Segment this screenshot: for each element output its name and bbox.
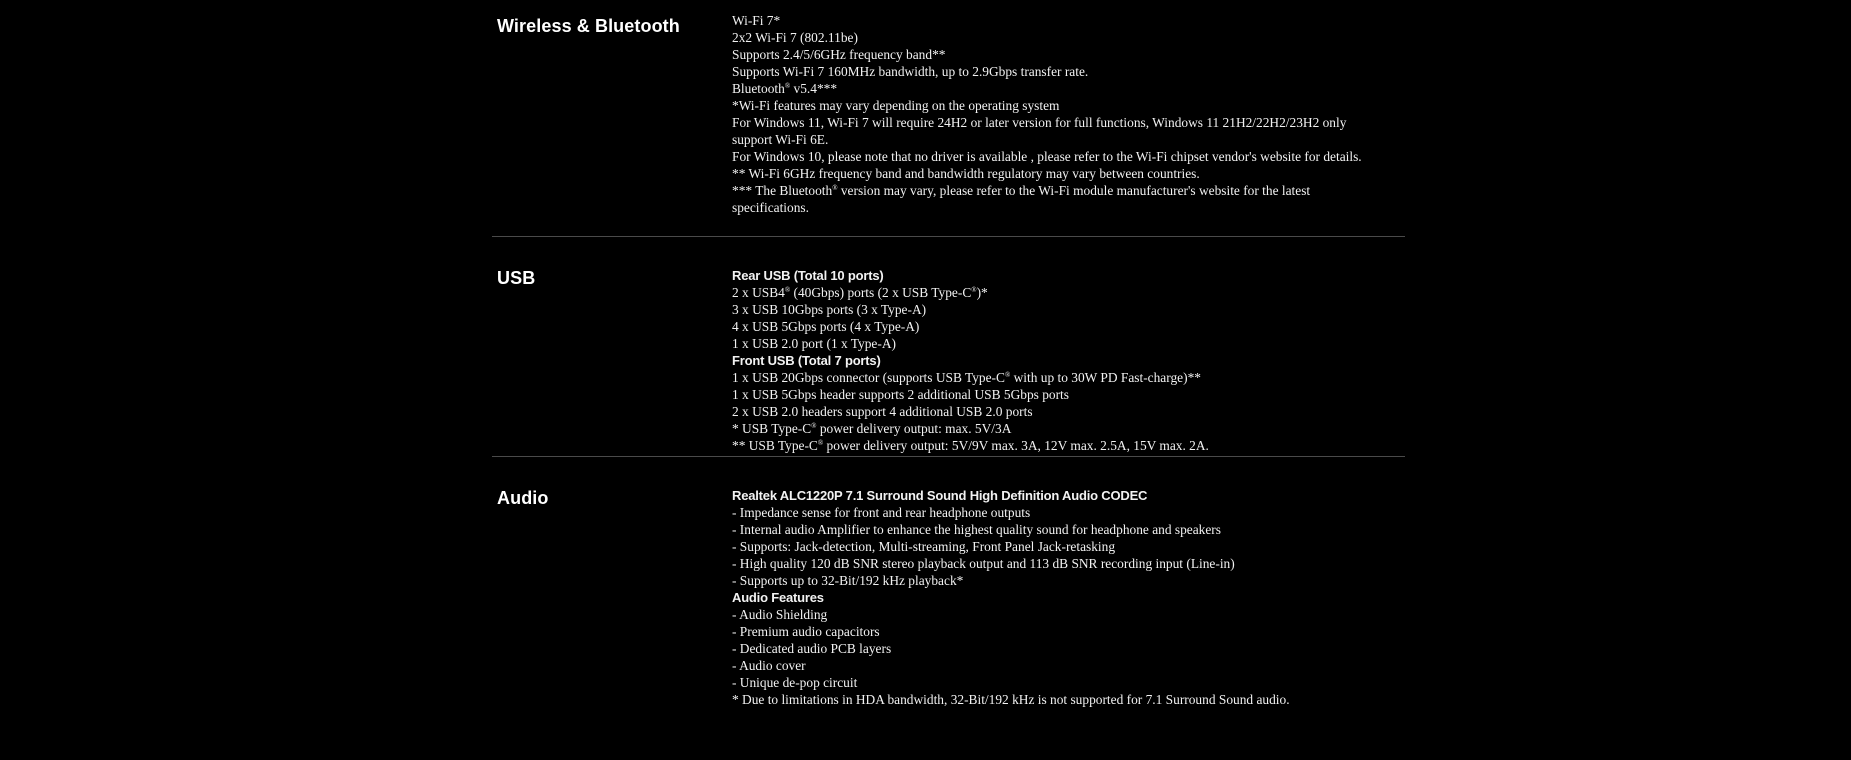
spec-line: Bluetooth® v5.4*** <box>732 81 838 96</box>
spec-line: - Premium audio capacitors <box>732 624 880 639</box>
spec-line: 2x2 Wi-Fi 7 (802.11be) <box>732 30 858 45</box>
spec-line: 1 x USB 2.0 port (1 x Type-A) <box>732 336 896 351</box>
spec-row-usb <box>492 237 1405 456</box>
spec-line: - Supports: Jack-detection, Multi-streaming, Front Panel Jack-retasking <box>732 539 1116 554</box>
spec-line: - Supports up to 32-Bit/192 kHz playback* <box>732 573 964 588</box>
spec-subheading: Realtek ALC1220P 7.1 Surround Sound High Definition Audio CODEC <box>732 488 1148 503</box>
spec-line: 4 x USB 5Gbps ports (4 x Type-A) <box>732 319 920 334</box>
spec-table <box>492 0 1405 708</box>
spec-line: Supports 2.4/5/6GHz frequency band** <box>732 47 946 62</box>
registered-mark: ® <box>817 439 824 447</box>
spec-line: - Impedance sense for front and rear headphone outputs <box>732 505 1031 520</box>
spec-content-wireless-bluetooth <box>732 12 1405 236</box>
spec-line: - Audio Shielding <box>732 607 828 622</box>
spec-line: - Dedicated audio PCB layers <box>732 641 892 656</box>
spec-line: specifications. <box>732 200 809 215</box>
registered-mark: ® <box>1004 371 1011 379</box>
spec-content-usb <box>732 267 1405 456</box>
spec-line: 3 x USB 10Gbps ports (3 x Type-A) <box>732 302 927 317</box>
spec-line: 1 x USB 20Gbps connector (supports USB Type-C® with up to 30W PD Fast-charge)** <box>732 370 1201 385</box>
spec-line: For Windows 11, Wi-Fi 7 will require 24H2 or later version for full functions, Windows 11 21H2/22H2/23H2 only <box>732 115 1347 130</box>
spec-row-audio <box>492 457 1405 708</box>
spec-label-usb: USB <box>497 268 536 288</box>
spec-line: 2 x USB 2.0 headers support 4 additional USB 2.0 ports <box>732 404 1033 419</box>
spec-line: Wi-Fi 7* <box>732 13 781 28</box>
spec-line: *** The Bluetooth® version may vary, please refer to the Wi-Fi module manufacturer's website for the latest <box>732 183 1311 198</box>
registered-mark: ® <box>971 286 977 294</box>
spec-row-wireless-bluetooth <box>492 0 1405 236</box>
spec-subheading: Rear USB (Total 10 ports) <box>732 268 884 283</box>
spec-label-wireless-bluetooth: Wireless & Bluetooth <box>497 16 680 36</box>
spec-line: support Wi-Fi 6E. <box>732 132 829 147</box>
spec-content-audio <box>732 487 1405 708</box>
registered-mark: ® <box>784 286 791 294</box>
spec-line: * Due to limitations in HDA bandwidth, 32-Bit/192 kHz is not supported for 7.1 Surround Sound audio. <box>732 692 1290 707</box>
registered-mark: ® <box>811 422 817 430</box>
spec-line: - Internal audio Amplifier to enhance the highest quality sound for headphone and speakers <box>732 522 1221 537</box>
spec-line: ** Wi-Fi 6GHz frequency band and bandwidth regulatory may vary between countries. <box>732 166 1200 181</box>
spec-line: ** USB Type-C® power delivery output: 5V/9V max. 3A, 12V max. 2.5A, 15V max. 2A. <box>732 438 1209 453</box>
spec-line: 1 x USB 5Gbps header supports 2 additional USB 5Gbps ports <box>732 387 1069 402</box>
spec-line: - High quality 120 dB SNR stereo playback output and 113 dB SNR recording input (Line-in) <box>732 556 1235 571</box>
spec-subheading: Audio Features <box>732 590 824 605</box>
spec-line: - Audio cover <box>732 658 806 673</box>
registered-mark: ® <box>832 184 838 192</box>
registered-mark: ® <box>784 82 791 90</box>
spec-line: 2 x USB4® (40Gbps) ports (2 x USB Type-C®)* <box>732 285 988 300</box>
spec-line: * USB Type-C® power delivery output: max. 5V/3A <box>732 421 1012 436</box>
spec-line: *Wi-Fi features may vary depending on the operating system <box>732 98 1060 113</box>
spec-line: - Unique de-pop circuit <box>732 675 858 690</box>
spec-label-audio: Audio <box>497 488 549 508</box>
spec-subheading: Front USB (Total 7 ports) <box>732 353 881 368</box>
spec-line: For Windows 10, please note that no driver is available , please refer to the Wi-Fi chipset vendor's website for details. <box>732 149 1362 164</box>
spec-line: Supports Wi-Fi 7 160MHz bandwidth, up to 2.9Gbps transfer rate. <box>732 64 1089 79</box>
